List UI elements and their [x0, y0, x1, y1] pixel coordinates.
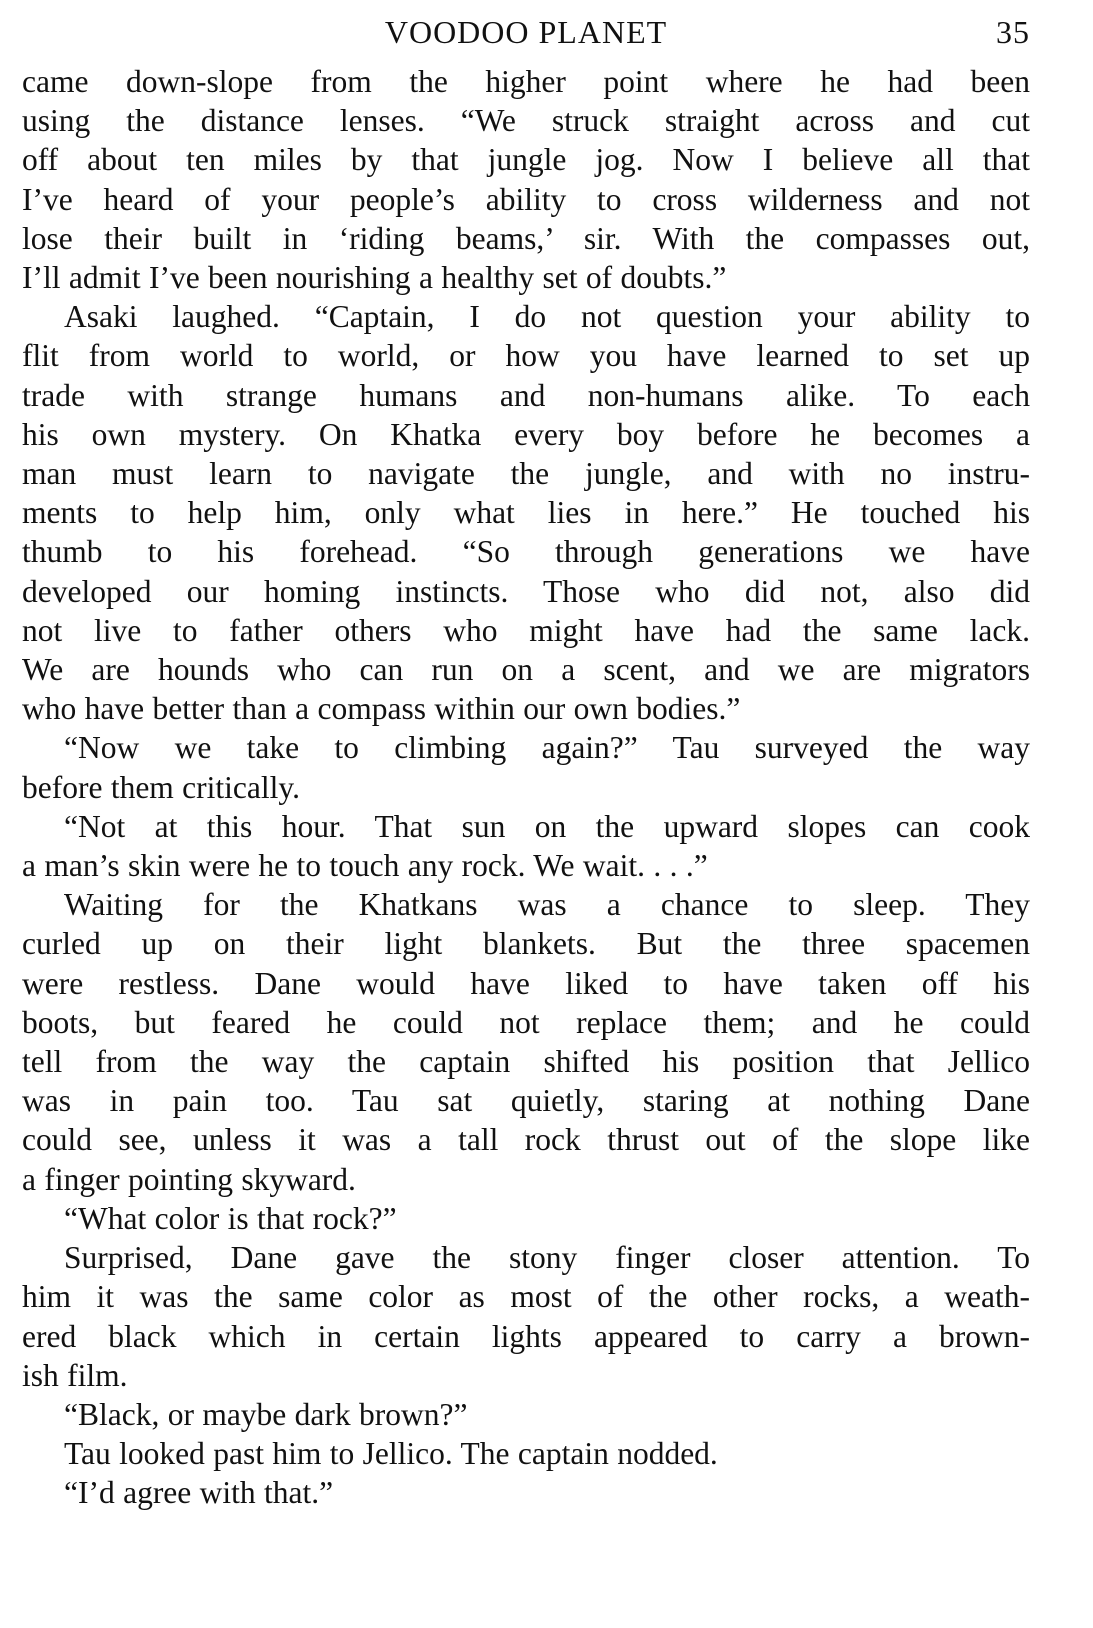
- text-line: ered black which in certain lights appeared to carry a brown-: [22, 1318, 1030, 1354]
- text-line: “I’d agree with that.”: [64, 1475, 334, 1511]
- page-number: 35: [996, 14, 1030, 50]
- text-line: “What color is that rock?”: [64, 1200, 397, 1236]
- text-line: boots, but feared he could not replace them; and he could: [22, 1004, 1030, 1040]
- text-line: a man’s skin were he to touch any rock. We wait. . . .”: [22, 848, 708, 884]
- text-line: a finger pointing skyward.: [22, 1161, 356, 1197]
- text-line: were restless. Dane would have liked to have taken off his: [22, 965, 1030, 1001]
- running-header: [22, 8, 1030, 50]
- text-line: man must learn to navigate the jungle, and with no instru-: [22, 456, 1030, 492]
- text-line: ish film.: [22, 1357, 128, 1393]
- text-line: thumb to his forehead. “So through generations we have: [22, 534, 1030, 570]
- text-line: “Black, or maybe dark brown?”: [64, 1396, 468, 1432]
- text-line: trade with strange humans and non-humans alike. To each: [22, 377, 1030, 413]
- text-line: him it was the same color as most of the other rocks, a weath-: [22, 1279, 1030, 1315]
- text-line: tell from the way the captain shifted his position that Jellico: [22, 1044, 1030, 1080]
- text-line: his own mystery. On Khatka every boy before he becomes a: [22, 416, 1030, 452]
- text-line: Surprised, Dane gave the stony finger closer attention. To: [64, 1240, 1030, 1276]
- body-text: [22, 62, 1030, 1513]
- text-line: Waiting for the Khatkans was a chance to sleep. They: [64, 887, 1030, 923]
- text-line: lose their built in ‘riding beams,’ sir. With the compasses out,: [22, 220, 1030, 256]
- text-line: I’ll admit I’ve been nourishing a healthy set of doubts.”: [22, 260, 727, 296]
- text-line: “Now we take to climbing again?” Tau surveyed the way: [64, 730, 1030, 766]
- text-line: could see, unless it was a tall rock thrust out of the slope like: [22, 1122, 1030, 1158]
- text-line: curled up on their light blankets. But the three spacemen: [22, 926, 1030, 962]
- text-line: came down-slope from the higher point where he had been: [22, 64, 1030, 99]
- text-line: was in pain too. Tau sat quietly, staring at nothing Dane: [22, 1083, 1030, 1119]
- text-line: Asaki laughed. “Captain, I do not question your ability to: [64, 299, 1030, 335]
- running-title: VOODOO PLANET: [384, 14, 668, 50]
- text-line: before them critically.: [22, 769, 300, 805]
- text-line: off about ten miles by that jungle jog. Now I believe all that: [22, 142, 1030, 178]
- text-line: developed our homing instincts. Those who did not, also did: [22, 573, 1030, 609]
- text-line: who have better than a compass within our own bodies.”: [22, 691, 741, 727]
- text-line: I’ve heard of your people’s ability to cross wilderness and not: [22, 181, 1030, 217]
- text-line: not live to father others who might have had the same lack.: [22, 612, 1030, 648]
- text-line: using the distance lenses. “We struck straight across and cut: [22, 103, 1030, 139]
- book-page: [22, 8, 1030, 1513]
- text-line: flit from world to world, or how you have learned to set up: [22, 338, 1030, 374]
- text-line: ments to help him, only what lies in here.” He touched his: [22, 495, 1030, 531]
- text-line: “Not at this hour. That sun on the upward slopes can cook: [64, 808, 1030, 844]
- text-line: Tau looked past him to Jellico. The captain nodded.: [64, 1436, 718, 1472]
- text-line: We are hounds who can run on a scent, and we are migrators: [22, 652, 1030, 688]
